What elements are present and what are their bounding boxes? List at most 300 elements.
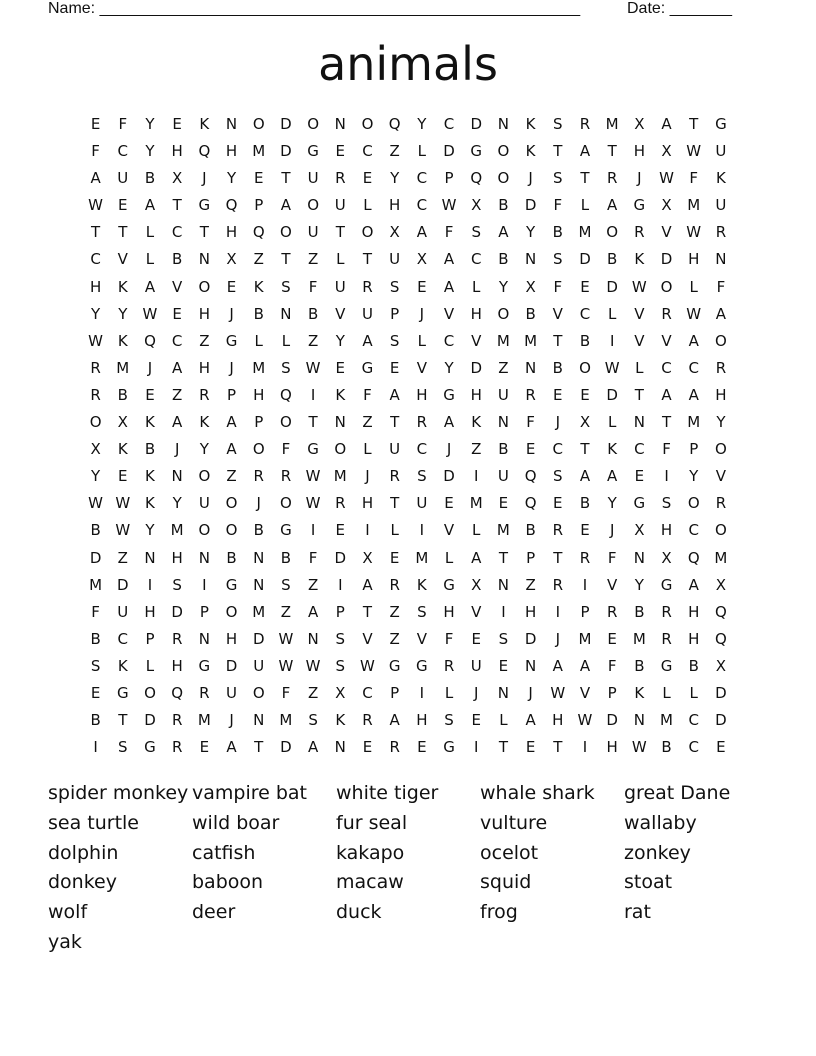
- grid-letter[interactable]: W: [550, 683, 566, 702]
- grid-letter[interactable]: E: [444, 494, 454, 513]
- grid-letter[interactable]: R: [253, 467, 264, 486]
- grid-letter[interactable]: F: [553, 196, 563, 215]
- grid-letter[interactable]: O: [252, 115, 265, 133]
- grid-letter[interactable]: O: [361, 223, 374, 242]
- grid-letter[interactable]: K: [335, 711, 346, 730]
- grid-letter[interactable]: W: [686, 142, 702, 161]
- grid-letter[interactable]: V: [117, 250, 128, 269]
- grid-letter[interactable]: D: [171, 602, 183, 621]
- grid-letter[interactable]: V: [471, 331, 482, 350]
- grid-letter[interactable]: H: [198, 304, 210, 323]
- grid-letter[interactable]: D: [470, 115, 482, 133]
- grid-letter[interactable]: T: [607, 142, 617, 161]
- grid-letter[interactable]: O: [198, 521, 211, 540]
- grid-letter[interactable]: I: [419, 683, 425, 702]
- grid-letter[interactable]: X: [471, 196, 482, 215]
- grid-letter[interactable]: A: [688, 385, 699, 404]
- grid-letter[interactable]: U: [307, 223, 319, 242]
- grid-letter[interactable]: X: [389, 223, 400, 242]
- grid-letter[interactable]: H: [389, 196, 401, 215]
- grid-letter[interactable]: N: [633, 548, 645, 567]
- grid-letter[interactable]: Z: [471, 440, 482, 459]
- grid-letter[interactable]: I: [555, 602, 560, 621]
- grid-letter[interactable]: E: [525, 738, 536, 757]
- grid-letter[interactable]: B: [226, 548, 237, 567]
- grid-letter[interactable]: M: [578, 629, 592, 648]
- grid-letter[interactable]: N: [497, 413, 510, 432]
- grid-letter[interactable]: X: [362, 548, 373, 567]
- grid-letter[interactable]: Y: [199, 440, 209, 459]
- grid-letter[interactable]: M: [578, 223, 592, 242]
- grid-letter[interactable]: B: [280, 548, 292, 567]
- grid-letter[interactable]: A: [389, 711, 400, 730]
- grid-letter[interactable]: F: [607, 548, 617, 567]
- grid-letter[interactable]: X: [715, 575, 727, 594]
- grid-letter[interactable]: H: [688, 250, 700, 269]
- grid-letter[interactable]: H: [225, 629, 238, 648]
- grid-letter[interactable]: H: [715, 385, 727, 404]
- grid-letter[interactable]: G: [443, 575, 455, 594]
- grid-letter[interactable]: A: [226, 738, 237, 757]
- grid-letter[interactable]: S: [118, 738, 128, 757]
- grid-letter[interactable]: N: [497, 575, 510, 594]
- grid-letter[interactable]: D: [660, 250, 673, 269]
- grid-letter[interactable]: E: [335, 358, 346, 377]
- grid-letter[interactable]: V: [362, 629, 373, 648]
- grid-letter[interactable]: N: [524, 358, 537, 377]
- grid-letter[interactable]: Y: [145, 142, 155, 161]
- grid-letter[interactable]: E: [145, 385, 155, 404]
- grid-letter[interactable]: W: [360, 656, 375, 675]
- grid-letter[interactable]: H: [253, 385, 265, 404]
- grid-letter[interactable]: X: [335, 683, 346, 702]
- grid-letter[interactable]: T: [362, 602, 373, 621]
- grid-letter[interactable]: A: [226, 413, 237, 432]
- grid-letter[interactable]: F: [553, 277, 563, 296]
- grid-letter[interactable]: E: [634, 467, 645, 486]
- grid-letter[interactable]: H: [144, 602, 156, 621]
- grid-letter[interactable]: K: [416, 575, 427, 594]
- grid-letter[interactable]: A: [307, 602, 319, 621]
- grid-letter[interactable]: A: [362, 331, 373, 350]
- grid-letter[interactable]: T: [199, 223, 209, 242]
- grid-letter[interactable]: I: [419, 521, 425, 540]
- grid-letter[interactable]: H: [225, 223, 238, 242]
- grid-letter[interactable]: Z: [280, 602, 292, 621]
- grid-letter[interactable]: W: [604, 358, 620, 377]
- grid-letter[interactable]: L: [662, 683, 671, 702]
- grid-letter[interactable]: E: [118, 467, 128, 486]
- grid-letter[interactable]: U: [253, 656, 265, 675]
- grid-letter[interactable]: P: [390, 683, 400, 702]
- grid-letter[interactable]: R: [634, 223, 645, 242]
- grid-letter[interactable]: D: [334, 548, 347, 567]
- grid-letter[interactable]: O: [144, 683, 156, 702]
- grid-letter[interactable]: Y: [607, 494, 617, 513]
- grid-letter[interactable]: J: [637, 169, 642, 188]
- grid-letter[interactable]: O: [280, 223, 292, 242]
- grid-letter[interactable]: H: [361, 494, 374, 513]
- grid-letter[interactable]: Y: [226, 169, 237, 188]
- grid-letter[interactable]: Q: [524, 467, 537, 486]
- grid-letter[interactable]: W: [631, 277, 647, 296]
- grid-letter[interactable]: I: [582, 738, 588, 757]
- grid-letter[interactable]: O: [497, 142, 510, 161]
- grid-letter[interactable]: M: [333, 467, 347, 486]
- grid-letter[interactable]: T: [580, 169, 590, 188]
- grid-letter[interactable]: A: [579, 656, 591, 675]
- grid-letter[interactable]: H: [688, 629, 700, 648]
- grid-letter[interactable]: C: [688, 738, 699, 757]
- grid-letter[interactable]: Z: [226, 467, 237, 486]
- grid-letter[interactable]: N: [253, 575, 265, 594]
- grid-letter[interactable]: C: [362, 683, 373, 702]
- grid-letter[interactable]: O: [307, 196, 319, 215]
- grid-letter[interactable]: E: [90, 115, 101, 133]
- grid-letter[interactable]: G: [715, 115, 727, 133]
- grid-letter[interactable]: K: [253, 277, 264, 296]
- grid-letter[interactable]: M: [687, 413, 701, 432]
- grid-letter[interactable]: D: [280, 115, 292, 133]
- grid-letter[interactable]: F: [91, 602, 100, 621]
- grid-letter[interactable]: T: [689, 115, 699, 133]
- grid-letter[interactable]: U: [117, 602, 129, 621]
- grid-letter[interactable]: T: [390, 494, 400, 513]
- grid-letter[interactable]: I: [93, 738, 98, 757]
- grid-letter[interactable]: B: [144, 440, 156, 459]
- grid-letter[interactable]: O: [687, 494, 700, 513]
- grid-letter[interactable]: D: [225, 656, 238, 675]
- grid-letter[interactable]: E: [716, 738, 726, 757]
- grid-letter[interactable]: U: [334, 277, 346, 296]
- grid-letter[interactable]: G: [144, 738, 156, 757]
- grid-letter[interactable]: Z: [389, 629, 400, 648]
- grid-letter[interactable]: R: [335, 169, 346, 188]
- grid-letter[interactable]: J: [528, 683, 533, 702]
- grid-letter[interactable]: S: [553, 115, 563, 133]
- grid-letter[interactable]: L: [363, 440, 372, 459]
- grid-letter[interactable]: G: [225, 331, 238, 350]
- grid-letter[interactable]: C: [416, 169, 428, 188]
- grid-letter[interactable]: Y: [390, 169, 400, 188]
- grid-letter[interactable]: G: [116, 683, 129, 702]
- grid-letter[interactable]: J: [256, 494, 261, 513]
- grid-letter[interactable]: R: [389, 738, 400, 757]
- grid-letter[interactable]: R: [199, 385, 210, 404]
- grid-letter[interactable]: E: [417, 277, 427, 296]
- grid-letter[interactable]: L: [363, 196, 372, 215]
- grid-letter[interactable]: G: [361, 358, 374, 377]
- grid-letter[interactable]: K: [525, 142, 536, 161]
- grid-letter[interactable]: T: [254, 738, 264, 757]
- grid-letter[interactable]: P: [254, 413, 264, 432]
- grid-letter[interactable]: Q: [470, 169, 483, 188]
- grid-letter[interactable]: R: [171, 629, 183, 648]
- grid-letter[interactable]: B: [498, 250, 509, 269]
- grid-letter[interactable]: Z: [389, 142, 400, 161]
- grid-letter[interactable]: C: [443, 115, 455, 133]
- grid-letter[interactable]: A: [498, 223, 509, 242]
- grid-letter[interactable]: P: [335, 602, 345, 621]
- grid-letter[interactable]: B: [634, 656, 645, 675]
- grid-letter[interactable]: T: [390, 413, 400, 432]
- grid-letter[interactable]: G: [280, 521, 292, 540]
- grid-letter[interactable]: Z: [525, 575, 536, 594]
- grid-letter[interactable]: D: [280, 142, 292, 161]
- grid-letter[interactable]: E: [417, 738, 427, 757]
- grid-letter[interactable]: V: [416, 629, 427, 648]
- grid-letter[interactable]: R: [661, 629, 672, 648]
- grid-letter[interactable]: V: [443, 521, 455, 540]
- grid-letter[interactable]: N: [334, 115, 346, 133]
- grid-letter[interactable]: S: [281, 277, 291, 296]
- grid-letter[interactable]: V: [661, 223, 672, 242]
- grid-letter[interactable]: Y: [335, 331, 345, 350]
- grid-letter[interactable]: S: [281, 358, 291, 377]
- grid-letter[interactable]: R: [715, 358, 727, 377]
- grid-letter[interactable]: M: [660, 711, 673, 730]
- grid-letter[interactable]: E: [226, 277, 237, 296]
- grid-letter[interactable]: M: [496, 331, 510, 350]
- grid-letter[interactable]: R: [579, 548, 591, 567]
- grid-letter[interactable]: H: [198, 358, 210, 377]
- grid-letter[interactable]: L: [254, 331, 263, 350]
- grid-letter[interactable]: N: [144, 548, 156, 567]
- grid-letter[interactable]: K: [145, 467, 155, 486]
- grid-letter[interactable]: U: [497, 467, 509, 486]
- grid-letter[interactable]: B: [525, 521, 536, 540]
- grid-letter[interactable]: Q: [225, 196, 238, 215]
- grid-letter[interactable]: D: [524, 629, 537, 648]
- grid-letter[interactable]: J: [147, 358, 153, 377]
- grid-letter[interactable]: X: [471, 575, 482, 594]
- grid-letter[interactable]: W: [686, 223, 702, 242]
- grid-letter[interactable]: U: [226, 683, 238, 702]
- grid-letter[interactable]: L: [635, 358, 644, 377]
- grid-letter[interactable]: T: [281, 169, 291, 188]
- grid-letter[interactable]: M: [89, 575, 103, 594]
- grid-letter[interactable]: N: [334, 413, 346, 432]
- grid-letter[interactable]: S: [498, 629, 509, 648]
- grid-letter[interactable]: R: [525, 385, 536, 404]
- grid-letter[interactable]: C: [688, 358, 699, 377]
- grid-letter[interactable]: A: [579, 142, 591, 161]
- grid-letter[interactable]: G: [388, 656, 401, 675]
- grid-letter[interactable]: T: [661, 413, 672, 432]
- grid-letter[interactable]: C: [552, 440, 564, 459]
- grid-letter[interactable]: R: [280, 467, 292, 486]
- grid-letter[interactable]: L: [689, 683, 698, 702]
- grid-letter[interactable]: M: [714, 548, 728, 567]
- grid-letter[interactable]: B: [552, 358, 563, 377]
- grid-letter[interactable]: B: [579, 494, 591, 513]
- grid-letter[interactable]: K: [525, 115, 536, 133]
- grid-letter[interactable]: E: [362, 738, 373, 757]
- grid-letter[interactable]: J: [229, 304, 234, 323]
- grid-letter[interactable]: G: [633, 494, 646, 513]
- grid-letter[interactable]: O: [660, 277, 673, 296]
- grid-letter[interactable]: V: [634, 304, 645, 323]
- grid-letter[interactable]: L: [444, 683, 454, 702]
- grid-letter[interactable]: U: [389, 440, 401, 459]
- grid-letter[interactable]: I: [202, 575, 207, 594]
- grid-letter[interactable]: B: [634, 602, 645, 621]
- grid-letter[interactable]: M: [687, 196, 701, 215]
- grid-letter[interactable]: F: [308, 548, 318, 567]
- grid-letter[interactable]: M: [170, 521, 184, 540]
- grid-letter[interactable]: M: [197, 711, 211, 730]
- grid-letter[interactable]: E: [553, 385, 563, 404]
- grid-letter[interactable]: L: [417, 331, 427, 350]
- grid-letter[interactable]: L: [444, 548, 454, 567]
- grid-letter[interactable]: I: [310, 521, 316, 540]
- grid-letter[interactable]: B: [172, 250, 183, 269]
- grid-letter[interactable]: J: [202, 169, 207, 188]
- grid-letter[interactable]: B: [498, 196, 509, 215]
- grid-letter[interactable]: X: [525, 277, 536, 296]
- grid-letter[interactable]: U: [198, 494, 210, 513]
- grid-letter[interactable]: K: [117, 656, 128, 675]
- grid-letter[interactable]: J: [555, 629, 560, 648]
- grid-letter[interactable]: O: [497, 169, 510, 188]
- grid-letter[interactable]: Z: [117, 548, 128, 567]
- grid-letter[interactable]: C: [579, 304, 591, 323]
- grid-letter[interactable]: F: [91, 142, 100, 161]
- grid-letter[interactable]: O: [715, 521, 727, 540]
- grid-letter[interactable]: E: [118, 196, 128, 215]
- grid-letter[interactable]: Y: [526, 223, 536, 242]
- grid-letter[interactable]: C: [661, 358, 672, 377]
- grid-letter[interactable]: C: [362, 142, 373, 161]
- grid-letter[interactable]: T: [634, 385, 644, 404]
- grid-letter[interactable]: E: [525, 440, 536, 459]
- grid-letter[interactable]: I: [310, 385, 316, 404]
- grid-letter[interactable]: B: [552, 223, 563, 242]
- grid-letter[interactable]: W: [142, 304, 158, 323]
- grid-letter[interactable]: P: [254, 196, 264, 215]
- grid-letter[interactable]: R: [171, 711, 183, 730]
- grid-letter[interactable]: K: [634, 683, 645, 702]
- grid-letter[interactable]: G: [443, 738, 455, 757]
- grid-letter[interactable]: M: [632, 629, 646, 648]
- grid-letter[interactable]: K: [199, 413, 210, 432]
- grid-letter[interactable]: T: [580, 440, 590, 459]
- grid-letter[interactable]: A: [172, 358, 183, 377]
- grid-letter[interactable]: L: [336, 250, 345, 269]
- grid-letter[interactable]: S: [661, 494, 672, 513]
- grid-letter[interactable]: H: [660, 521, 673, 540]
- grid-letter[interactable]: H: [171, 142, 183, 161]
- grid-letter[interactable]: B: [117, 385, 128, 404]
- grid-letter[interactable]: R: [606, 602, 618, 621]
- grid-letter[interactable]: B: [90, 629, 101, 648]
- grid-letter[interactable]: K: [117, 440, 128, 459]
- grid-letter[interactable]: B: [661, 738, 672, 757]
- grid-letter[interactable]: R: [579, 115, 591, 133]
- grid-letter[interactable]: R: [416, 413, 428, 432]
- grid-letter[interactable]: O: [198, 467, 211, 486]
- grid-letter[interactable]: L: [417, 142, 427, 161]
- grid-letter[interactable]: T: [308, 413, 318, 432]
- grid-letter[interactable]: V: [661, 331, 672, 350]
- grid-letter[interactable]: V: [607, 575, 618, 594]
- grid-letter[interactable]: S: [417, 467, 427, 486]
- grid-letter[interactable]: N: [497, 115, 510, 133]
- grid-letter[interactable]: Q: [171, 683, 184, 702]
- grid-letter[interactable]: D: [89, 548, 102, 567]
- grid-letter[interactable]: E: [607, 629, 617, 648]
- grid-letter[interactable]: Q: [388, 115, 401, 133]
- grid-letter[interactable]: E: [172, 115, 182, 133]
- grid-letter[interactable]: R: [171, 738, 183, 757]
- grid-letter[interactable]: K: [145, 494, 155, 513]
- grid-letter[interactable]: L: [607, 413, 617, 432]
- grid-letter[interactable]: A: [144, 196, 156, 215]
- grid-letter[interactable]: Z: [307, 250, 319, 269]
- grid-letter[interactable]: T: [553, 738, 563, 757]
- grid-letter[interactable]: P: [607, 683, 617, 702]
- grid-letter[interactable]: A: [688, 575, 699, 594]
- grid-letter[interactable]: K: [634, 250, 645, 269]
- grid-letter[interactable]: D: [443, 467, 455, 486]
- grid-letter[interactable]: W: [88, 196, 104, 215]
- grid-letter[interactable]: K: [471, 413, 482, 432]
- grid-letter[interactable]: C: [117, 142, 129, 161]
- grid-letter[interactable]: S: [417, 602, 427, 621]
- grid-letter[interactable]: M: [252, 358, 266, 377]
- grid-letter[interactable]: G: [660, 575, 673, 594]
- grid-letter[interactable]: H: [443, 602, 455, 621]
- grid-letter[interactable]: D: [117, 575, 129, 594]
- grid-letter[interactable]: N: [633, 413, 645, 432]
- grid-letter[interactable]: Z: [362, 413, 373, 432]
- grid-letter[interactable]: E: [362, 169, 373, 188]
- grid-letter[interactable]: N: [253, 548, 265, 567]
- grid-letter[interactable]: M: [496, 521, 510, 540]
- grid-letter[interactable]: X: [117, 413, 128, 432]
- grid-letter[interactable]: C: [416, 440, 428, 459]
- grid-letter[interactable]: W: [115, 521, 131, 540]
- grid-letter[interactable]: V: [715, 467, 727, 486]
- grid-letter[interactable]: W: [115, 494, 131, 513]
- grid-letter[interactable]: F: [689, 169, 699, 188]
- grid-letter[interactable]: H: [171, 548, 183, 567]
- grid-letter[interactable]: C: [470, 250, 482, 269]
- grid-letter[interactable]: U: [470, 656, 482, 675]
- grid-letter[interactable]: X: [172, 169, 183, 188]
- grid-letter[interactable]: W: [686, 304, 702, 323]
- grid-letter[interactable]: H: [225, 142, 238, 161]
- grid-letter[interactable]: F: [444, 629, 454, 648]
- grid-letter[interactable]: Y: [145, 521, 155, 540]
- grid-letter[interactable]: O: [361, 115, 374, 133]
- grid-letter[interactable]: U: [497, 385, 509, 404]
- grid-letter[interactable]: U: [389, 250, 401, 269]
- grid-letter[interactable]: W: [278, 656, 294, 675]
- grid-letter[interactable]: J: [609, 521, 615, 540]
- grid-letter[interactable]: H: [470, 385, 482, 404]
- grid-letter[interactable]: Y: [91, 304, 101, 323]
- grid-letter[interactable]: X: [226, 250, 237, 269]
- grid-letter[interactable]: L: [145, 250, 155, 269]
- grid-letter[interactable]: H: [688, 602, 700, 621]
- grid-letter[interactable]: U: [307, 169, 319, 188]
- grid-letter[interactable]: Y: [172, 494, 182, 513]
- grid-letter[interactable]: Q: [252, 223, 265, 242]
- grid-letter[interactable]: Q: [524, 494, 537, 513]
- grid-letter[interactable]: I: [501, 602, 506, 621]
- grid-letter[interactable]: B: [579, 331, 591, 350]
